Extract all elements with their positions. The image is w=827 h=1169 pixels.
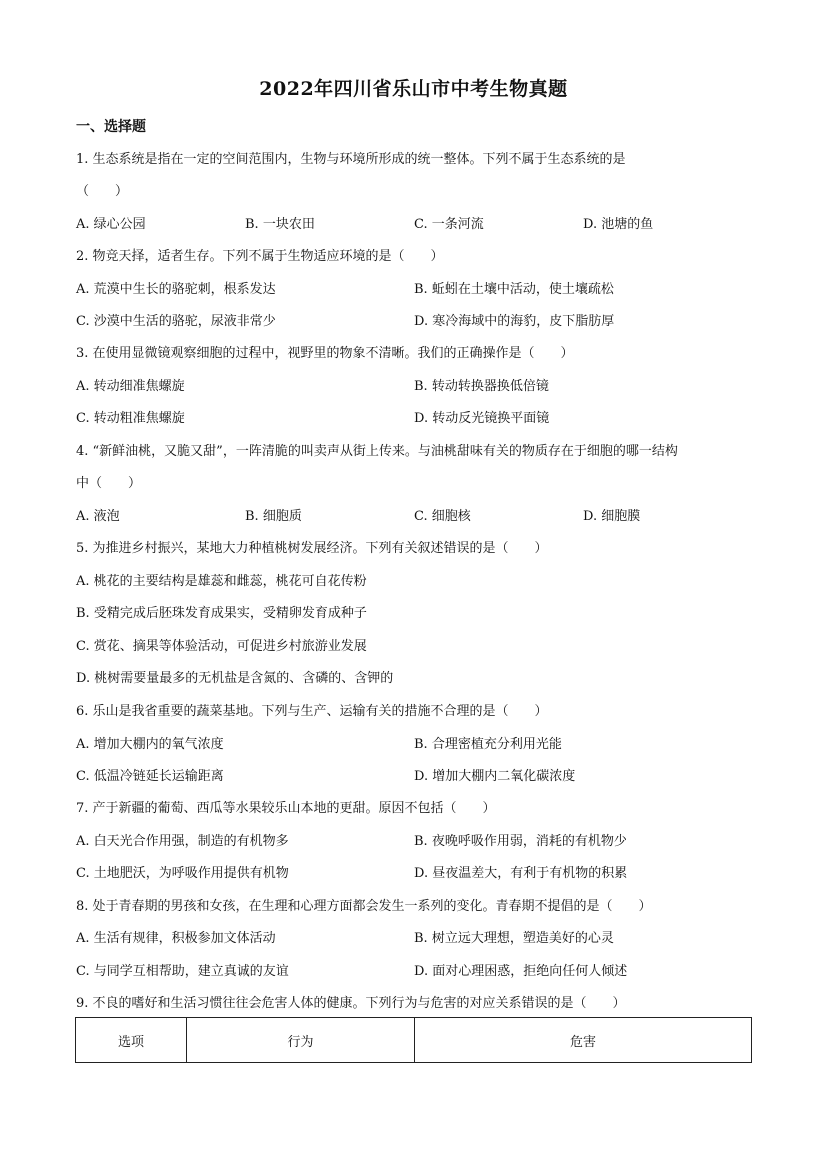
question-2-stem: 2. 物竞天择，适者生存。下列不属于生物适应环境的是（ ） (76, 249, 444, 264)
question-4-option-b: B. 细胞质 (245, 509, 302, 524)
question-4-option-a: A. 液泡 (76, 509, 120, 524)
question-5-option-b: B. 受精完成后胚珠发育成果实，受精卵发育成种子 (76, 606, 367, 621)
question-7-option-a: A. 白天光合作用强，制造的有机物多 (76, 834, 289, 849)
question-6-option-c: C. 低温冷链延长运输距离 (76, 769, 224, 784)
question-8-option-a: A. 生活有规律，积极参加文体活动 (76, 931, 276, 946)
question-2-option-d: D. 寒冷海域中的海豹，皮下脂肪厚 (414, 314, 615, 329)
question-9-stem: 9. 不良的嗜好和生活习惯往往会危害人体的健康。下列行为与危害的对应关系错误的是（ ） (76, 996, 626, 1011)
question-5-option-c: C. 赏花、摘果等体验活动，可促进乡村旅游业发展 (76, 639, 367, 654)
question-8-option-c: C. 与同学互相帮助，建立真诚的友谊 (76, 964, 289, 979)
table-header-option: 选项 (76, 1018, 187, 1063)
question-6-option-b: B. 合理密植充分利用光能 (414, 737, 562, 752)
question-1-option-c: C. 一条河流 (414, 217, 484, 232)
question-1-option-d: D. 池塘的鱼 (583, 217, 654, 232)
question-2-option-b: B. 蚯蚓在土壤中活动，使土壤疏松 (414, 282, 614, 297)
question-6-stem: 6. 乐山是我省重要的蔬菜基地。下列与生产、运输有关的措施不合理的是（ ） (76, 704, 548, 719)
section-heading: 一、选择题 (76, 119, 146, 135)
table-header-behavior: 行为 (187, 1018, 415, 1063)
question-7-option-d: D. 昼夜温差大，有利于有机物的积累 (414, 866, 628, 881)
question-3-option-c: C. 转动粗准焦螺旋 (76, 411, 185, 426)
table-header-row (76, 1018, 752, 1063)
question-6-option-d: D. 增加大棚内二氧化碳浓度 (414, 769, 576, 784)
question-3-option-d: D. 转动反光镜换平面镜 (414, 411, 550, 426)
question-8-stem: 8. 处于青春期的男孩和女孩，在生理和心理方面都会发生一系列的变化。青春期不提倡的是（ ） (76, 899, 652, 914)
question-1-stem-cont: （ ） (76, 184, 129, 199)
page-title: 2022年四川省乐山市中考生物真题 (259, 78, 568, 100)
question-8-option-b: B. 树立远大理想，塑造美好的心灵 (414, 931, 614, 946)
question-7-option-b: B. 夜晚呼吸作用弱，消耗的有机物少 (414, 834, 627, 849)
question-4-option-d: D. 细胞膜 (583, 509, 641, 524)
question-2-option-a: A. 荒漠中生长的骆驼刺，根系发达 (76, 282, 276, 297)
question-1-option-b: B. 一块农田 (245, 217, 315, 232)
question-3-option-b: B. 转动转换器换低倍镜 (414, 379, 549, 394)
question-3-stem: 3. 在使用显微镜观察细胞的过程中，视野里的物象不清晰。我们的正确操作是（ ） (76, 346, 574, 361)
question-1-stem: 1. 生态系统是指在一定的空间范围内，生物与环境所形成的统一整体。下列不属于生态系统的是 (76, 152, 626, 167)
question-4-stem: 4. “新鲜油桃，又脆又甜”，一阵清脆的叫卖声从街上传来。与油桃甜味有关的物质存在于细胞的哪一结构 (76, 444, 678, 459)
question-2-option-c: C. 沙漠中生活的骆驼，尿液非常少 (76, 314, 276, 329)
question-5-stem: 5. 为推进乡村振兴，某地大力种植桃树发展经济。下列有关叙述错误的是（ ） (76, 541, 548, 556)
question-8-option-d: D. 面对心理困惑，拒绝向任何人倾述 (414, 964, 628, 979)
question-9-table (75, 1017, 752, 1063)
question-7-stem: 7. 产于新疆的葡萄、西瓜等水果较乐山本地的更甜。原因不包括（ ） (76, 801, 496, 816)
question-4-option-c: C. 细胞核 (414, 509, 471, 524)
question-5-option-a: A. 桃花的主要结构是雄蕊和雌蕊，桃花可自花传粉 (76, 574, 367, 589)
question-6-option-a: A. 增加大棚内的氧气浓度 (76, 737, 224, 752)
question-4-stem-cont: 中（ ） (76, 476, 142, 491)
question-5-option-d: D. 桃树需要量最多的无机盐是含氮的、含磷的、含钾的 (76, 671, 394, 686)
question-7-option-c: C. 土地肥沃，为呼吸作用提供有机物 (76, 866, 289, 881)
question-1-option-a: A. 绿心公园 (76, 217, 146, 232)
table-header-harm: 危害 (415, 1018, 752, 1063)
question-3-option-a: A. 转动细准焦螺旋 (76, 379, 185, 394)
